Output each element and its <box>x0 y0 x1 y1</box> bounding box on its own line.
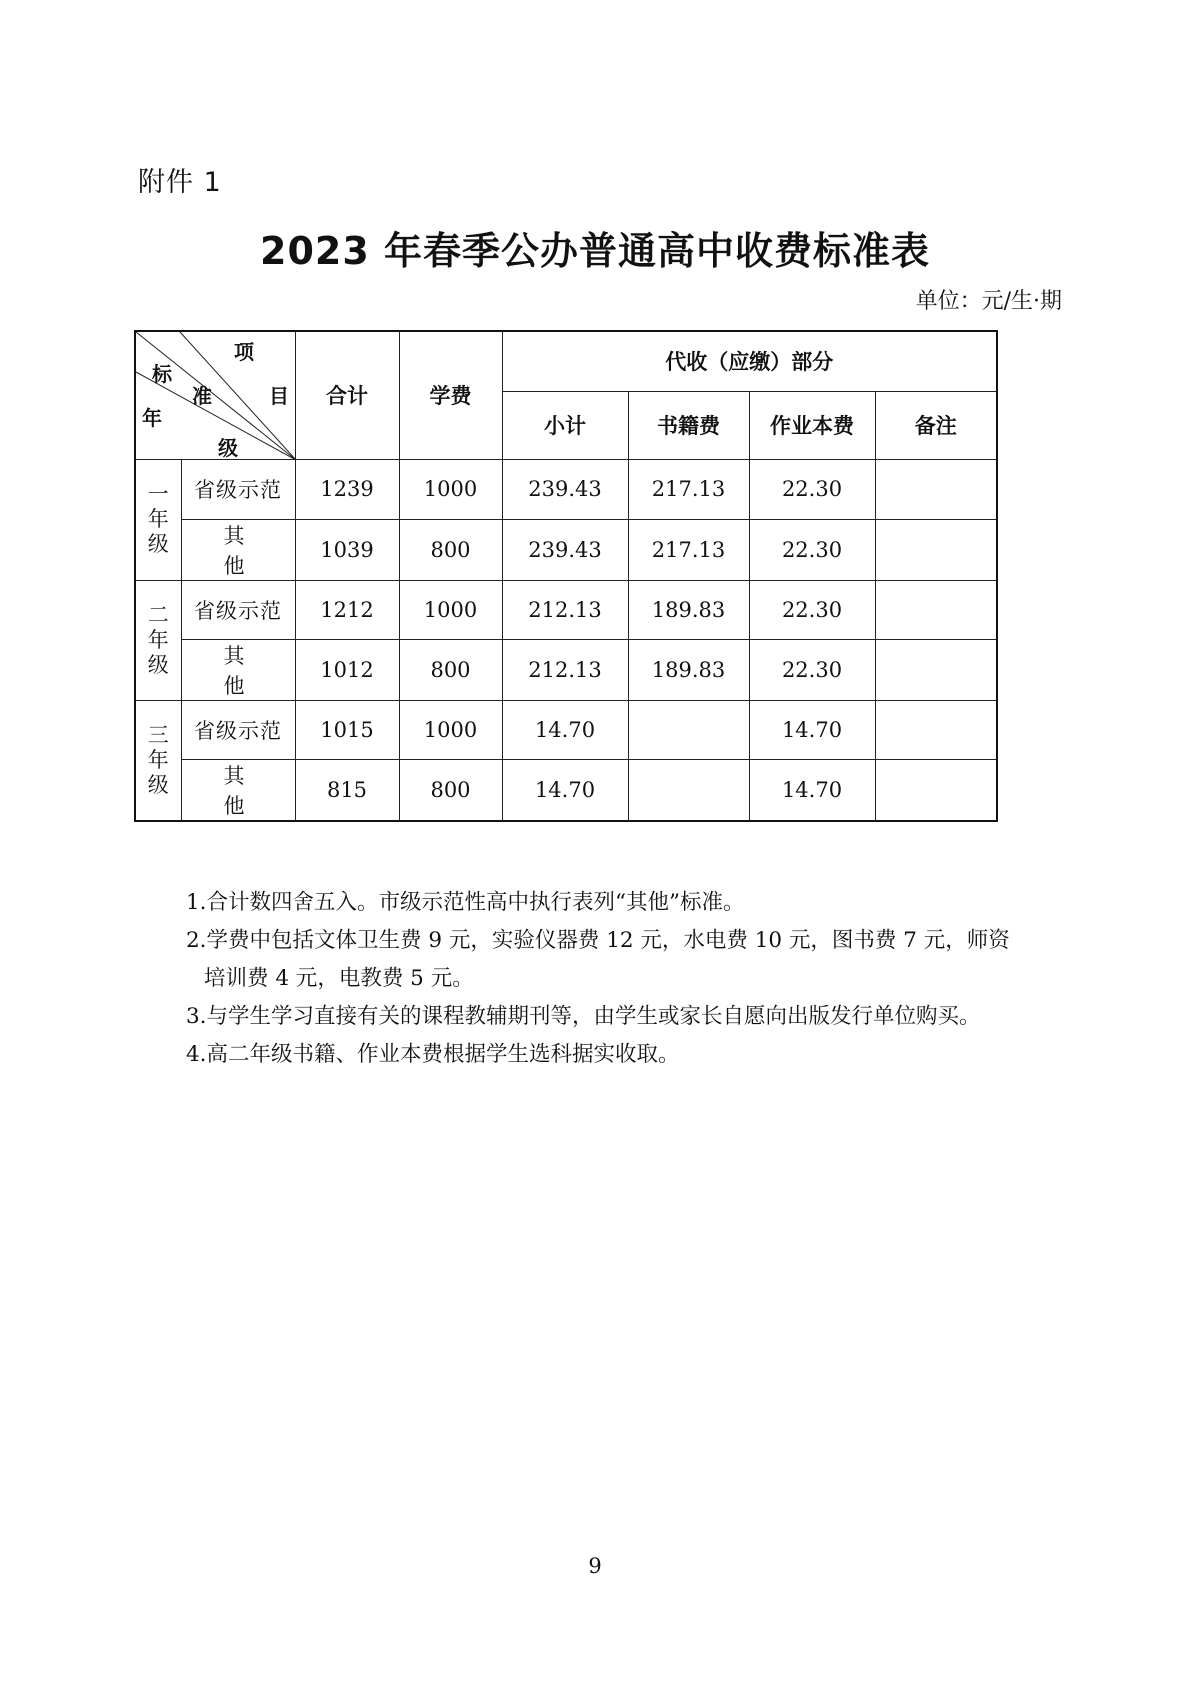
page-number: 9 <box>588 1554 602 1578</box>
corner-label-nian: 年 <box>142 406 162 430</box>
books-cell: 189.83 <box>628 580 749 639</box>
total-cell: 815 <box>295 759 399 821</box>
total-cell: 1212 <box>295 580 399 639</box>
workbook-cell: 14.70 <box>749 700 875 759</box>
grade-char: 一 <box>147 482 169 506</box>
tuition-cell: 800 <box>399 519 502 580</box>
subtotal-cell: 239.43 <box>502 459 628 519</box>
table-row <box>135 519 997 580</box>
note-item: 2.学费中包括文体卫生费 9 元，实验仪器费 12 元，水电费 10 元，图书费 7 元，师资 <box>186 928 1010 953</box>
total-cell: 1039 <box>295 519 399 580</box>
remarks-cell <box>875 759 997 821</box>
category-cell: 其他 <box>181 759 295 821</box>
notes-section <box>186 884 1066 1074</box>
workbook-cell: 22.30 <box>749 580 875 639</box>
col-header-total: 合计 <box>295 331 399 459</box>
books-cell: 189.83 <box>628 639 749 700</box>
workbook-cell: 22.30 <box>749 639 875 700</box>
grade-label-cell <box>135 459 181 580</box>
remarks-cell <box>875 459 997 519</box>
note-item: 4.高二年级书籍、作业本费根据学生选科据实收取。 <box>186 1042 680 1067</box>
category-cell: 其他 <box>181 639 295 700</box>
grade-label-cell <box>135 580 181 700</box>
note-item: 3.与学生学习直接有关的课程教辅期刊等，由学生或家长自愿向出版发行单位购买。 <box>186 1004 981 1029</box>
grade-char: 级 <box>147 772 169 797</box>
workbook-cell: 14.70 <box>749 759 875 821</box>
page-title: 2023 年春季公办普通高中收费标准表 <box>260 229 930 273</box>
table-row <box>135 580 997 639</box>
col-header-tuition: 学费 <box>399 331 502 459</box>
col-header-subtotal: 小计 <box>502 391 628 459</box>
books-cell: 217.13 <box>628 519 749 580</box>
subtotal-cell: 14.70 <box>502 700 628 759</box>
corner-label-ji: 级 <box>218 436 238 460</box>
total-cell: 1015 <box>295 700 399 759</box>
col-header-remarks: 备注 <box>875 391 997 459</box>
grade-char: 年 <box>147 627 169 652</box>
col-header-workbook: 作业本费 <box>749 391 875 459</box>
books-cell: 217.13 <box>628 459 749 519</box>
col-group-header-collected: 代收（应缴）部分 <box>502 331 997 391</box>
tuition-cell: 800 <box>399 639 502 700</box>
tuition-cell: 800 <box>399 759 502 821</box>
subtotal-cell: 212.13 <box>502 639 628 700</box>
category-cell: 其他 <box>181 519 295 580</box>
tuition-cell: 1000 <box>399 459 502 519</box>
books-cell <box>628 759 749 821</box>
grade-char: 年 <box>147 507 169 531</box>
remarks-cell <box>875 700 997 759</box>
attachment-label: 附件 1 <box>138 167 222 198</box>
corner-label-mu: 目 <box>269 384 289 408</box>
remarks-cell <box>875 519 997 580</box>
grade-char: 三 <box>147 722 169 747</box>
fee-standard-table <box>134 330 998 822</box>
category-cell: 省级示范 <box>181 459 295 519</box>
grade-char: 级 <box>147 532 169 556</box>
corner-label-zhun: 准 <box>192 384 212 408</box>
table-row <box>135 759 997 821</box>
subtotal-cell: 239.43 <box>502 519 628 580</box>
grade-char: 级 <box>147 652 169 677</box>
unit-label: 单位：元/生·期 <box>915 289 1062 314</box>
workbook-cell: 22.30 <box>749 519 875 580</box>
corner-label-xiang: 项 <box>234 340 254 364</box>
category-cell: 省级示范 <box>181 580 295 639</box>
grade-label-cell <box>135 700 181 821</box>
subtotal-cell: 14.70 <box>502 759 628 821</box>
books-cell <box>628 700 749 759</box>
table-row <box>135 700 997 759</box>
note-item-continuation: 培训费 4 元，电教费 5 元。 <box>204 966 474 991</box>
workbook-cell: 22.30 <box>749 459 875 519</box>
corner-label-biao: 标 <box>152 362 172 386</box>
col-header-books: 书籍费 <box>628 391 749 459</box>
note-item: 1.合计数四舍五入。市级示范性高中执行表列“其他”标准。 <box>186 890 745 915</box>
remarks-cell <box>875 639 997 700</box>
grade-char: 二 <box>147 602 169 627</box>
table-row <box>135 639 997 700</box>
grade-char: 年 <box>147 747 169 772</box>
total-cell: 1012 <box>295 639 399 700</box>
table-row <box>135 459 997 519</box>
header-corner-cell <box>135 331 295 459</box>
remarks-cell <box>875 580 997 639</box>
tuition-cell: 1000 <box>399 700 502 759</box>
tuition-cell: 1000 <box>399 580 502 639</box>
subtotal-cell: 212.13 <box>502 580 628 639</box>
total-cell: 1239 <box>295 459 399 519</box>
category-cell: 省级示范 <box>181 700 295 759</box>
